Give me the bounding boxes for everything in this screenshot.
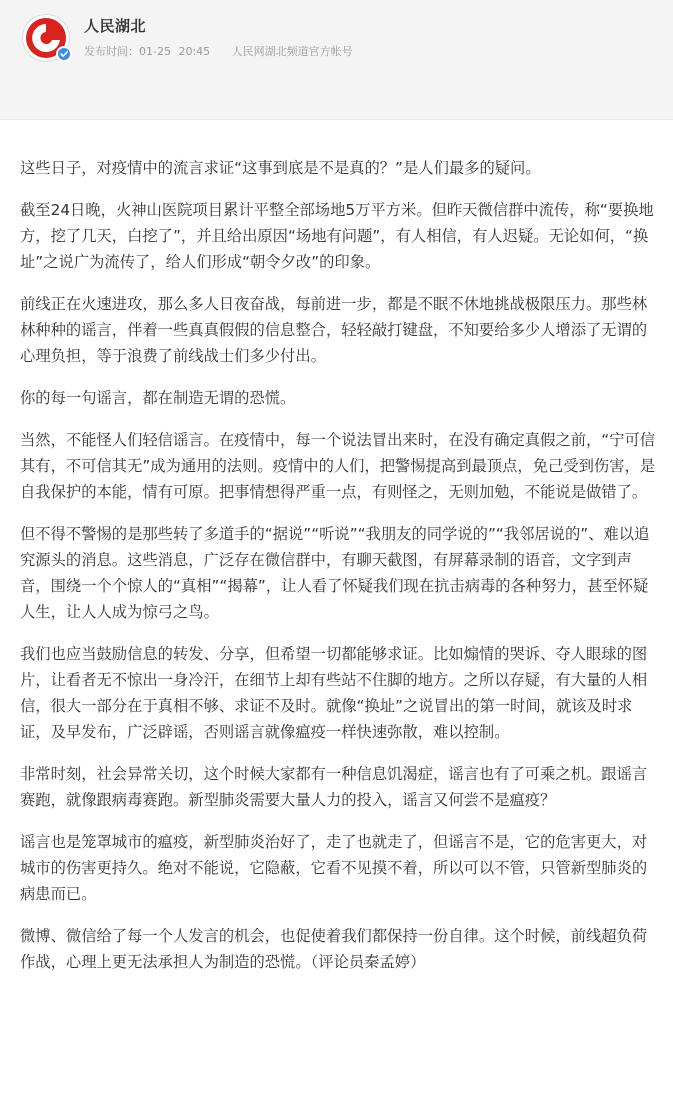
account-name[interactable]: 人民湖北 [84, 17, 147, 35]
verified-badge-icon [56, 46, 72, 62]
article-paragraph: 非常时刻，社会异常关切，这个时候大家都有一种信息饥渴症，谣言也有了可乘之机。跟谣言赛跑，就像跟病毒赛跑。新型肺炎需要大量人力的投入，谣言又何尝不是瘟疫？ [20, 765, 648, 809]
article-paragraph: 我们也应当鼓励信息的转发、分享，但希望一切都能够求证。比如煽情的哭诉、夺人眼球的图片，让看者无不惊出一身冷汗，在细节上却有些站不住脚的地方。之所以存疑，有大量的人相信，很大一部分在于真相不够、求证不及时。就像“换址”之说冒出的第一时间，就该及时求证，及早发布，广泛辟谣，否则谣言就像瘟疫一样快速弥散，难以控制。 [20, 645, 648, 741]
published-label: 发布时间：01-25 [84, 45, 171, 58]
article-paragraph: 但不得不警惕的是那些转了多道手的“据说”“听说”“我朋友的同学说的”“我邻居说的”、难以追究源头的消息。这些消息，广泛存在微信群中，有聊天截图，有屏幕录制的语音，文字到声音，围绕一个个惊人的“真相”“揭幕”，让人看了怀疑我们现在抗击病毒的各种努力，甚至怀疑人生，让人人成为惊弓之鸟。 [20, 525, 650, 621]
post-meta [84, 43, 353, 59]
account-source: 人民网湖北频道官方帐号 [231, 45, 353, 58]
article-body [20, 155, 660, 991]
article-paragraph: 当然，不能怪人们轻信谣言。在疫情中，每一个说法冒出来时，在没有确定真假之前，“宁可信其有，不可信其无”成为通用的法则。疫情中的人们，把警惕提高到最顶点，免己受到伤害，是自我保护的本能，情有可原。把事情想得严重一点，有则怪之，无则加勉，不能说是做错了。 [20, 431, 656, 501]
published-time: 20:45 [178, 45, 211, 58]
post-header [0, 0, 673, 120]
article-paragraph: 截至24日晚，火神山医院项目累计平整全部场地5万平方米。但昨天微信群中流传，称“要换地方，挖了几天，白挖了”，并且给出原因“场地有问题”，有人相信，有人迟疑。无论如何，“换址”之说广为流传了，给人们形成“朝令夕改”的印象。 [20, 201, 654, 271]
article-paragraph: 谣言也是笼罩城市的瘟疫，新型肺炎治好了，走了也就走了，但谣言不是，它的危害更大，对城市的伤害更持久。绝对不能说，它隐蔽，它看不见摸不着，所以可以不管，只管新型肺炎的病患而已。 [20, 833, 648, 903]
article-paragraph: 你的每一句谣言，都在制造无谓的恐慌。 [20, 389, 296, 407]
article-paragraph: 微博、微信给了每一个人发言的机会，也促使着我们都保持一份自律。这个时候，前线超负荷作战，心理上更无法承担人为制造的恐慌。（评论员秦孟婷） [20, 927, 648, 971]
article-paragraph: 这些日子，对疫情中的流言求证“这事到底是不是真的？”是人们最多的疑问。 [20, 159, 541, 177]
article-paragraph: 前线正在火速进攻，那么多人日夜奋战，每前进一步，都是不眠不休地挑战极限压力。那些林林种种的谣言，伴着一些真真假假的信息整合，轻轻敲打键盘，不知要给多少人增添了无谓的心理负担，等于浪费了前线战士们多少付出。 [20, 295, 648, 365]
